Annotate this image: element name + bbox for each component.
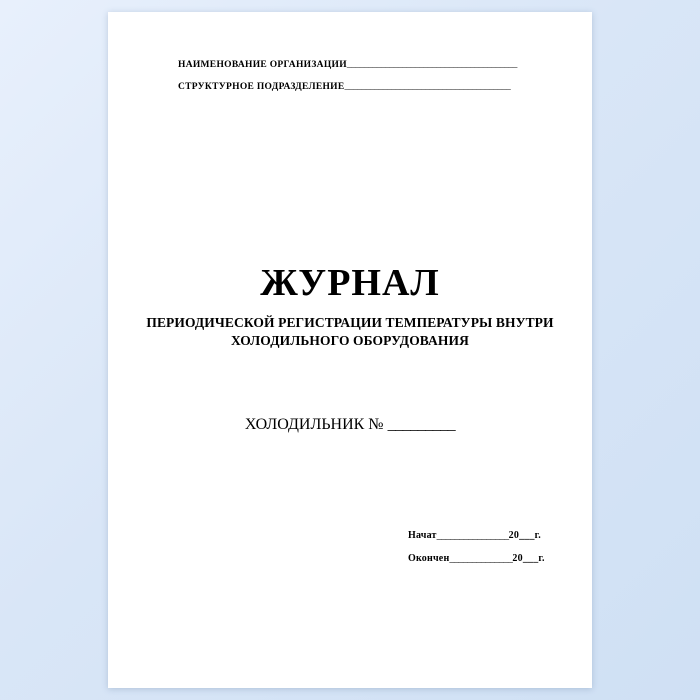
fridge-number-label: ХОЛОДИЛЬНИК № [244, 416, 384, 433]
organization-name-label: НАИМЕНОВАНИЕ ОРГАНИЗАЦИИ [178, 60, 347, 70]
started-year: 20___г. [508, 530, 541, 541]
finished-label: Окончен [408, 553, 450, 564]
finished-year: 20___г. [512, 553, 545, 564]
started-label: Начат [408, 530, 437, 541]
footer-fields [408, 530, 578, 576]
title-block [108, 264, 592, 350]
finished-field [408, 553, 578, 564]
department-label: СТРУКТУРНОЕ ПОДРАЗДЕЛЕНИЕ [178, 82, 345, 92]
page-title: ЖУРНАЛ [260, 262, 440, 304]
document-page [108, 12, 592, 688]
organization-fields [178, 60, 548, 104]
organization-name-field [178, 60, 548, 70]
finished-blank: ______________ [449, 553, 513, 564]
started-blank: ________________ [436, 530, 509, 541]
page-subtitle: ПЕРИОДИЧЕСКОЙ РЕГИСТРАЦИИ ТЕМПЕРАТУРЫ ВНУТРИ ХОЛОДИЛЬНОГО ОБОРУДОВАНИЯ [146, 314, 554, 349]
fridge-number-field [108, 416, 592, 434]
started-field [408, 530, 578, 541]
department-field [178, 82, 548, 92]
department-blank: _______________________________________ [344, 82, 511, 92]
fridge-number-blank: _________ [387, 416, 456, 433]
organization-name-blank: ________________________________________ [346, 60, 517, 70]
